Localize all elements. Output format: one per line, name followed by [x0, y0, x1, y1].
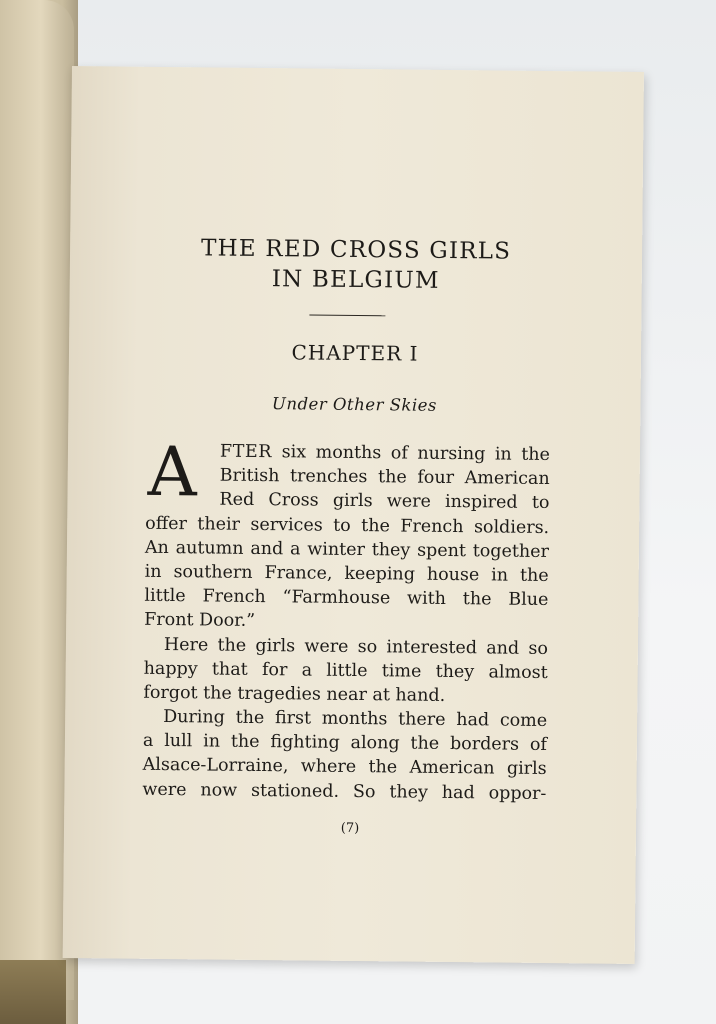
page-number: (7): [340, 820, 360, 837]
text-line: offer their services to the French soldiers.: [145, 513, 550, 538]
text-line: a lull in the fighting along the borders of: [142, 731, 548, 756]
chapter-heading: CHAPTER I: [291, 340, 419, 366]
chapter-subtitle: Under Other Skies: [271, 394, 438, 415]
text-line: Alsace-Lorraine, where the American girls: [142, 755, 547, 780]
book-cover-edge: [0, 960, 66, 1024]
text-line: Here the girls were so interested and so: [163, 634, 549, 659]
text-line: forgot the tragedies near at hand.: [143, 682, 446, 706]
text-line: in southern France, keeping house in the: [144, 561, 549, 586]
text-line: Red Cross girls were inspired to: [219, 489, 550, 514]
text-line: little French “Farmhouse with the Blue: [144, 585, 549, 611]
book-title: THE RED CROSS GIRLS IN BELGIUM: [200, 235, 512, 294]
text-line: Front Door.”: [144, 610, 256, 632]
drop-cap: A: [147, 432, 198, 513]
text-line: were now stationed. So they had oppor-: [142, 779, 547, 804]
book-page: [63, 66, 644, 964]
text-line: During the first months there had come: [163, 707, 548, 732]
first-word: FTER: [219, 441, 273, 463]
text-line: happy that for a little time they almost: [143, 658, 548, 683]
line-text: six months of nursing in the: [272, 442, 551, 466]
text-line: An autumn and a winter they spent together: [144, 537, 550, 562]
chapter-body: [142, 432, 551, 806]
text-line: British trenches the four American: [219, 465, 550, 490]
title-rule: [309, 314, 385, 316]
